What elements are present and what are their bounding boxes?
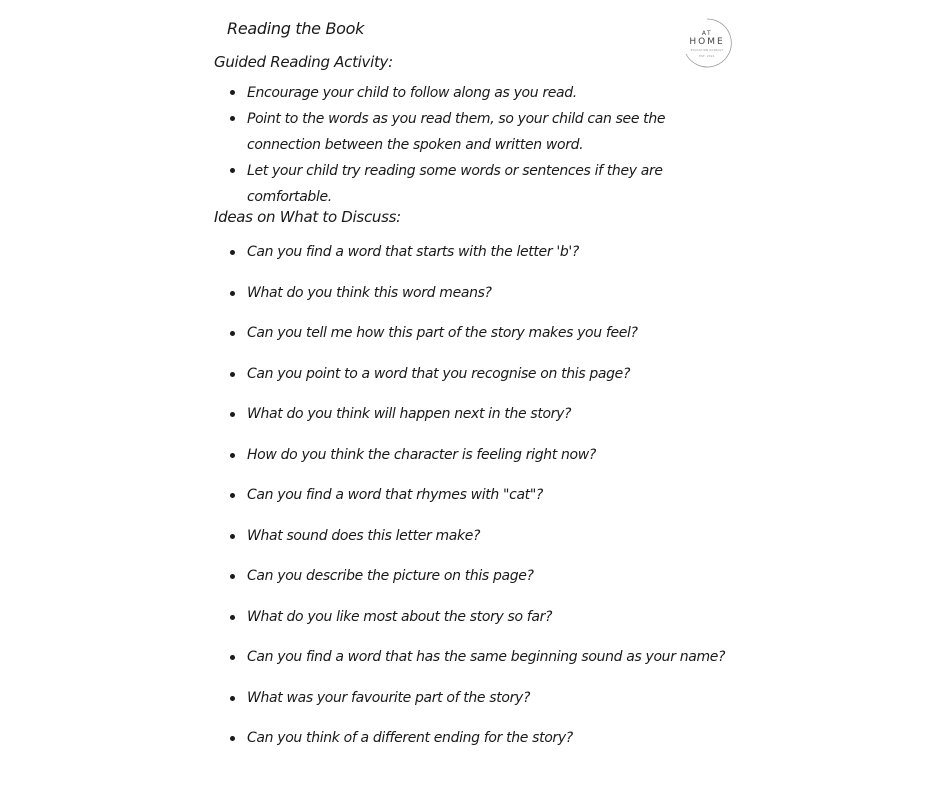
list-item: Let your child try reading some words or sentences if they are comfortable. bbox=[230, 158, 700, 210]
list-item: Can you tell me how this part of the story makes you feel? bbox=[230, 322, 725, 363]
brand-logo bbox=[682, 18, 732, 68]
logo-sub-text: EDUCATION CONSULT bbox=[690, 49, 724, 52]
guided-reading-heading: Guided Reading Activity: bbox=[214, 53, 393, 71]
list-item: Can you think of a different ending for the story? bbox=[230, 727, 725, 768]
discussion-ideas-list bbox=[230, 241, 725, 768]
list-item: What was your favourite part of the story? bbox=[230, 687, 725, 728]
logo-est-text: EST. 2024 bbox=[699, 55, 715, 58]
list-item: Can you find a word that has the same beginning sound as your name? bbox=[230, 646, 725, 687]
guided-reading-list bbox=[230, 80, 700, 210]
list-item: Can you find a word that rhymes with "cat"? bbox=[230, 484, 725, 525]
list-item: Can you point to a word that you recognise on this page? bbox=[230, 363, 725, 404]
list-item: How do you think the character is feeling right now? bbox=[230, 444, 725, 485]
list-item: What sound does this letter make? bbox=[230, 525, 725, 566]
page-title: Reading the Book bbox=[227, 19, 365, 38]
list-item: Can you find a word that starts with the letter 'b'? bbox=[230, 241, 725, 282]
list-item: Encourage your child to follow along as you read. bbox=[230, 80, 700, 106]
list-item: What do you like most about the story so far? bbox=[230, 606, 725, 647]
list-item: Can you describe the picture on this page? bbox=[230, 565, 725, 606]
list-item: What do you think this word means? bbox=[230, 282, 725, 323]
discussion-ideas-heading: Ideas on What to Discuss: bbox=[214, 208, 401, 226]
logo-home-text: HOME bbox=[689, 37, 725, 47]
list-item: Point to the words as you read them, so your child can see the connection between the spoken and written word. bbox=[230, 106, 700, 158]
logo-at-text: AT bbox=[701, 30, 713, 37]
list-item: What do you think will happen next in the story? bbox=[230, 403, 725, 444]
